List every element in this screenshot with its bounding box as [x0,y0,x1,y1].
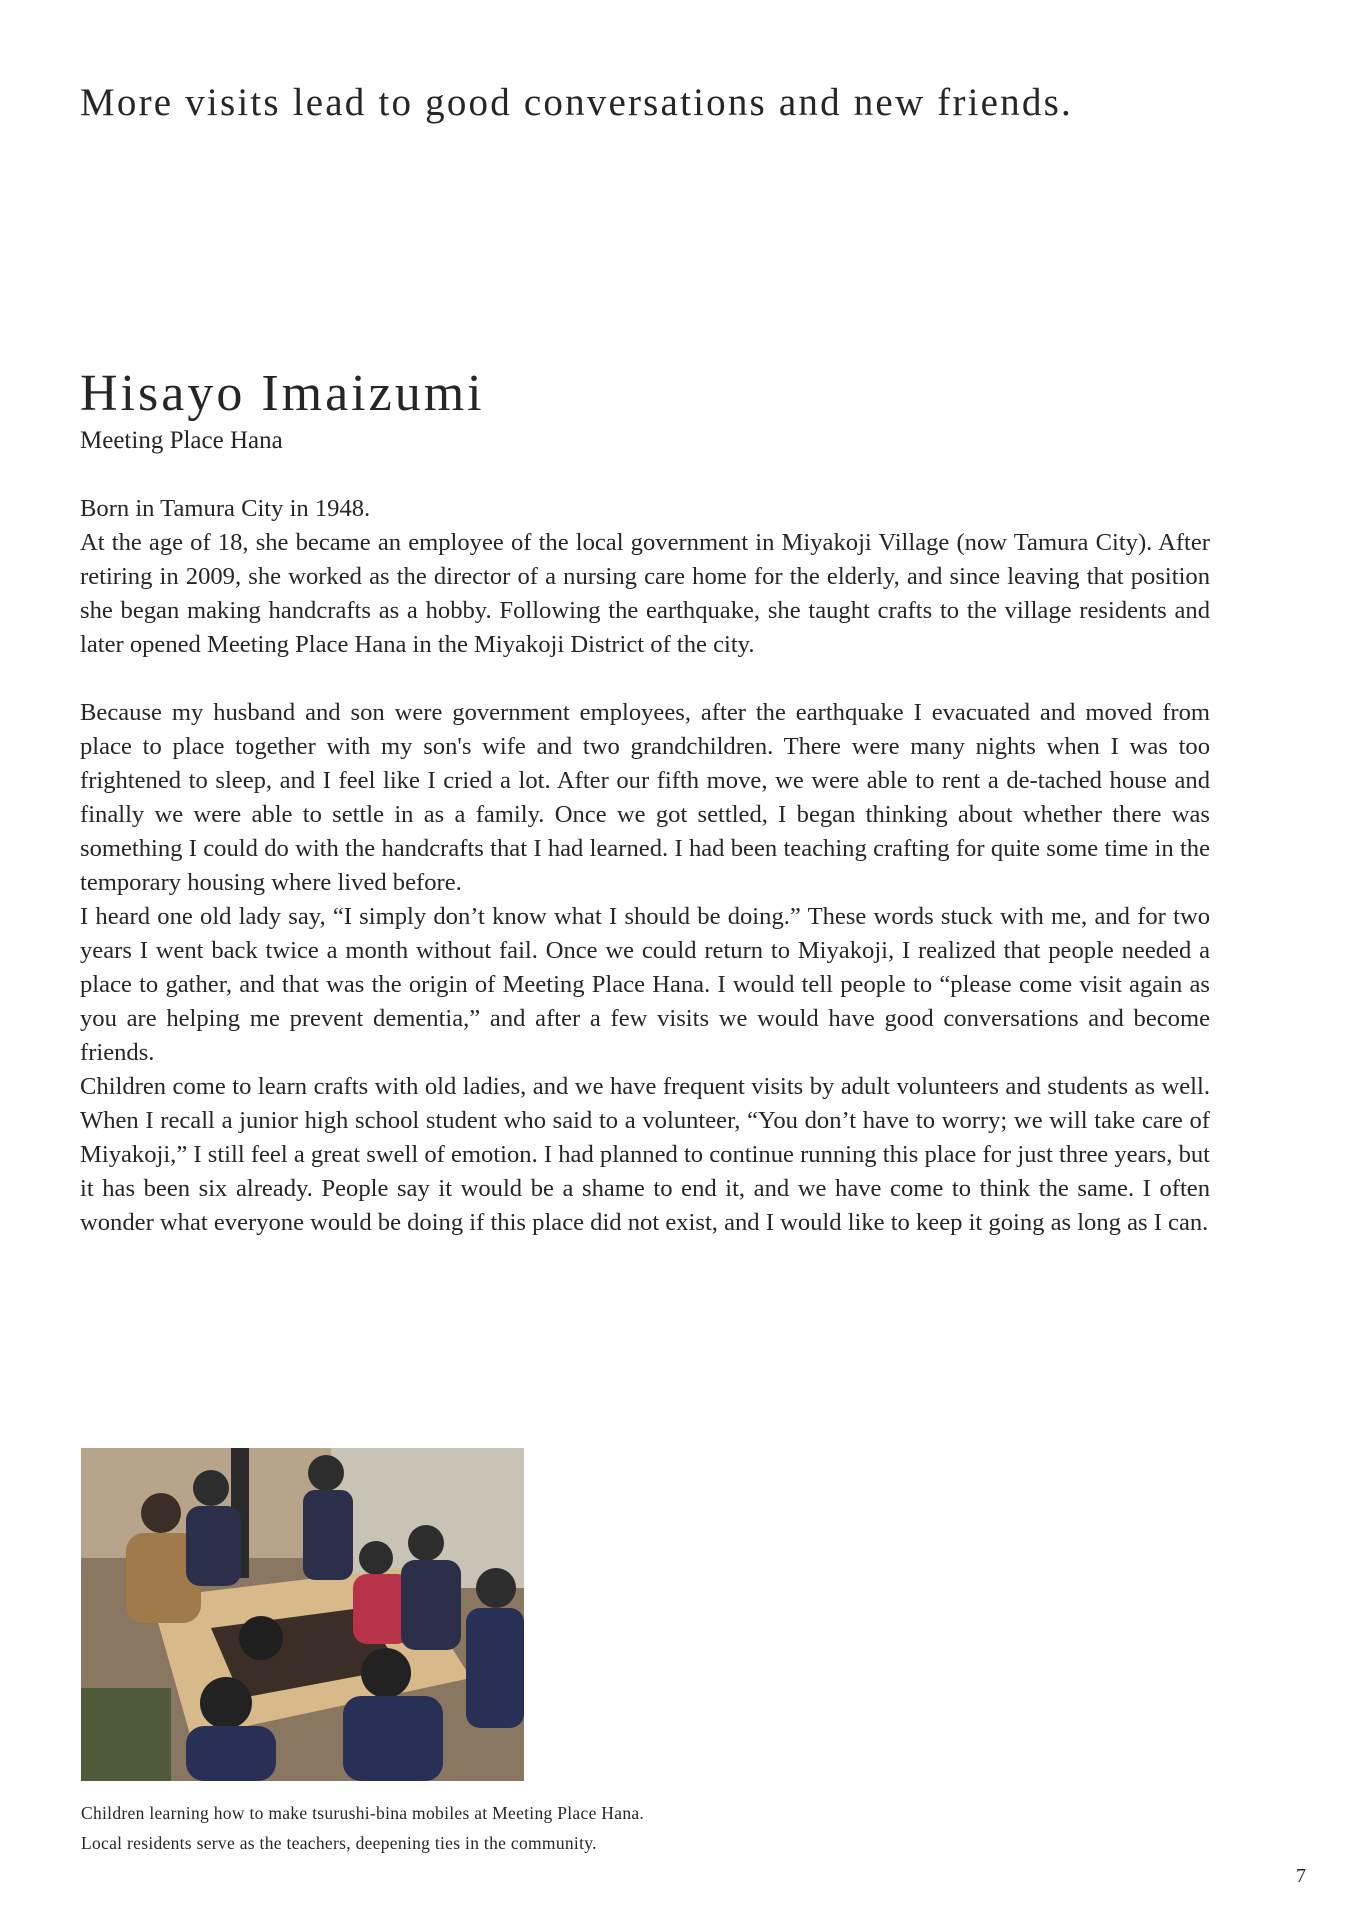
story-paragraph: Children come to learn crafts with old ladies, and we have frequent visits by adult volunteers and students as well. When I recall a junior high school student who said to a volunteer, “You don’t have to worry; we will take care of Miyakoji,” I still feel a great swell of emotion. I had planned to continue running this place for just three years, but it has been six already. People say it would be a shame to end it, and we have come to think the same. I often wonder what everyone would be doing if this place did not exist, and I would like to keep it going as long as I can. [80,1073,1210,1236]
story-paragraph: I heard one old lady say, “I simply don’t know what I should be doing.” These words stuck with me, and for two years I went back twice a month without fail. Once we could return to Miyakoji, I realized that people needed a place to gather, and that was the origin of Meeting Place Hana. I would tell people to “please come visit again as you are helping me prevent dementia,” and after a few visits we would have good conversations and become friends. [80,903,1210,1066]
caption-line: Local residents serve as the teachers, deepening ties in the community. [81,1833,597,1853]
story-paragraph: Because my husband and son were government employees, after the earthquake I evacuated and moved from place to place together with my son's wife and two grandchildren. There were many nights when I was too frightened to sleep, and I feel like I cried a lot. After our fifth move, we were able to rent a de-tached house and finally we were able to settle in as a family. Once we got settled, I began thinking about whether there was something I could do with the handcrafts that I had learned. I had been teaching crafting for quite some time in the temporary housing where lived before. [80,699,1210,896]
photo-illustration [81,1448,524,1781]
page-number: 7 [1296,1865,1306,1887]
person-name: Hisayo Imaizumi [80,365,485,422]
affiliation: Meeting Place Hana [80,427,283,454]
caption-line: Children learning how to make tsurushi-bina mobiles at Meeting Place Hana. [81,1803,645,1823]
page-headline: More visits lead to good conversations and new friends. [80,81,1073,124]
bio-career: At the age of 18, she became an employee of the local government in Miyakoji Village (now Tamura City). After retiring in 2009, she worked as the director of a nursing care home for the elderly, and since leaving that position she began making handcrafts as a hobby. Following the earthquake, she taught crafts to the village residents and later opened Meeting Place Hana in the Miyakoji District of the city. [80,529,1210,658]
photo-caption [81,1798,981,1858]
article-body [80,492,1210,1240]
photo-children-crafts [81,1448,524,1781]
bio-born: Born in Tamura City in 1948. [80,495,371,522]
